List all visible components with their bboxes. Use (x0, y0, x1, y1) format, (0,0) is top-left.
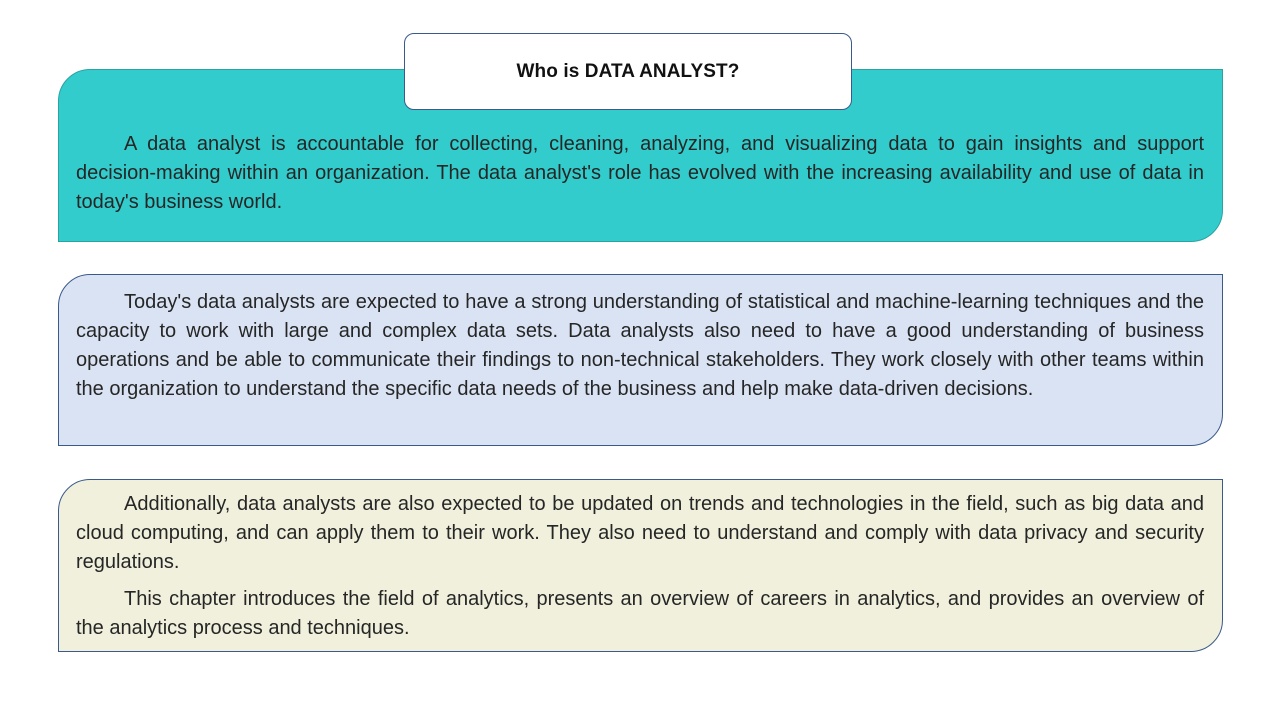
trends-paragraph: Additionally, data analysts are also expected to be updated on trends and technologies in the field, such as big data and cloud computing, and can apply them to their work. They also need to understand and comply with data privacy and security regulations. (76, 493, 1204, 573)
chapter-overview-paragraph: This chapter introduces the field of analytics, presents an overview of careers in analytics, and provides an overview of the analytics process and techniques. (76, 588, 1204, 639)
skills-paragraph: Today's data analysts are expected to have a strong understanding of statistical and machine-learning techniques and the capacity to work with large and complex data sets. Data analysts also need to have a good understanding of business operations and be able to communicate their findings to non-technical stakeholders. They work closely with other teams within the organization to understand the specific data needs of the business and help make data-driven decisions. (76, 291, 1204, 400)
page-title: Who is DATA ANALYST? (516, 60, 740, 82)
title-box (404, 33, 852, 110)
intro-paragraph: A data analyst is accountable for collecting, cleaning, analyzing, and visualizing data to gain insights and support decision-making within an organization. The data analyst's role has evolved with the increasing availability and use of data in today's business world. (76, 133, 1204, 213)
